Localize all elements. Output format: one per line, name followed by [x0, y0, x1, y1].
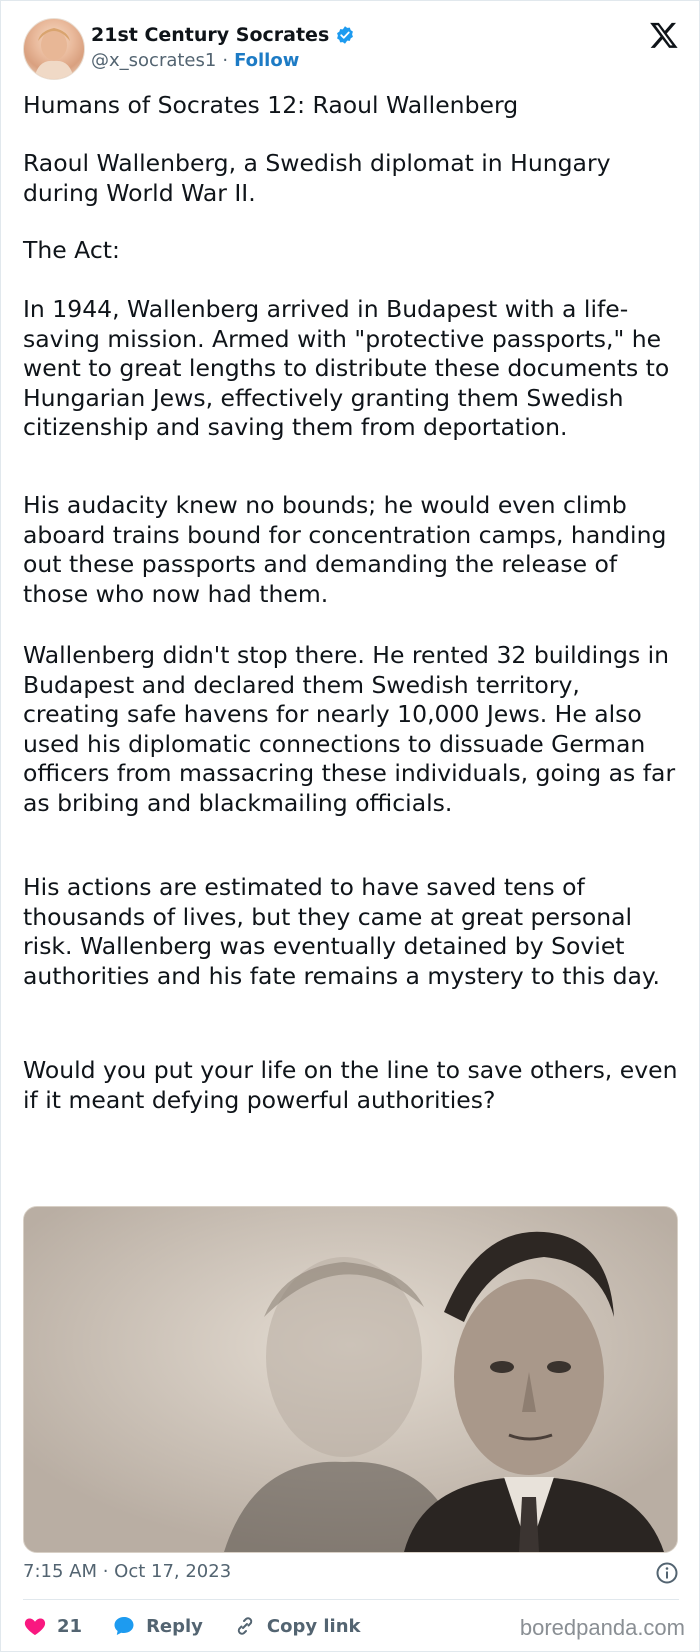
follow-button[interactable]: Follow: [234, 50, 300, 71]
tweet-paragraph: Would you put your life on the line to save others, even if it meant defying powerful authorities?: [23, 1056, 678, 1114]
watermark: boredpanda.com: [519, 1615, 685, 1640]
name-row: [91, 24, 355, 46]
tweet-photo[interactable]: [23, 1206, 678, 1553]
copy-link-label: Copy link: [266, 1615, 361, 1637]
verified-badge-icon: [335, 25, 355, 45]
x-logo-icon[interactable]: [649, 20, 679, 50]
timestamp[interactable]: 7:15 AM · Oct 17, 2023: [23, 1561, 232, 1582]
tweet-paragraph: In 1944, Wallenberg arrived in Budapest with a life-saving mission. Armed with "protective passports," he went to great lengths to distribute these documents to Hungarian Jews, effectively granting them Swedish citizenship and saving them from deportation.: [23, 295, 670, 441]
display-name[interactable]: 21st Century Socrates: [91, 24, 330, 46]
reply-label: Reply: [146, 1615, 203, 1637]
tweet-paragraph: Raoul Wallenberg, a Swedish diplomat in Hungary during World War II.: [23, 149, 611, 207]
tweet-meta: [23, 1561, 679, 1587]
like-button[interactable]: [23, 1614, 82, 1638]
tweet-paragraph: His audacity knew no bounds; he would even climb aboard trains bound for concentration camps, handing out these passports and demanding the release of those who now had them.: [23, 491, 667, 608]
link-icon: [233, 1614, 257, 1638]
avatar[interactable]: [23, 18, 85, 80]
like-count: 21: [57, 1615, 83, 1637]
tweet-paragraph: Humans of Socrates 12: Raoul Wallenberg: [23, 91, 519, 119]
reply-bubble-icon: [112, 1614, 136, 1638]
handle-row: [91, 50, 299, 71]
tweet-paragraph: His actions are estimated to have saved tens of thousands of lives, but they came at great personal risk. Wallenberg was eventually detained by Soviet authorities and his fate remains a mystery to this day.: [23, 873, 660, 990]
action-bar: [23, 1611, 391, 1641]
tweet-paragraph: Wallenberg didn't stop there. He rented 32 buildings in Budapest and declared them Swedish territory, creating safe havens for nearly 10,000 Jews. He also used his diplomatic connections to dissuade German officers from massacring these individuals, going as far as bribing and blackmailing officials.: [23, 641, 676, 817]
divider: [23, 1599, 679, 1600]
copy-link-button[interactable]: [233, 1614, 361, 1638]
tweet-header: [23, 18, 679, 80]
heart-icon: [23, 1614, 47, 1638]
separator: ·: [222, 50, 229, 71]
handle[interactable]: @x_socrates1: [91, 50, 217, 71]
info-icon[interactable]: [655, 1561, 679, 1585]
tweet-paragraph: The Act:: [23, 236, 120, 264]
reply-button[interactable]: [112, 1614, 203, 1638]
